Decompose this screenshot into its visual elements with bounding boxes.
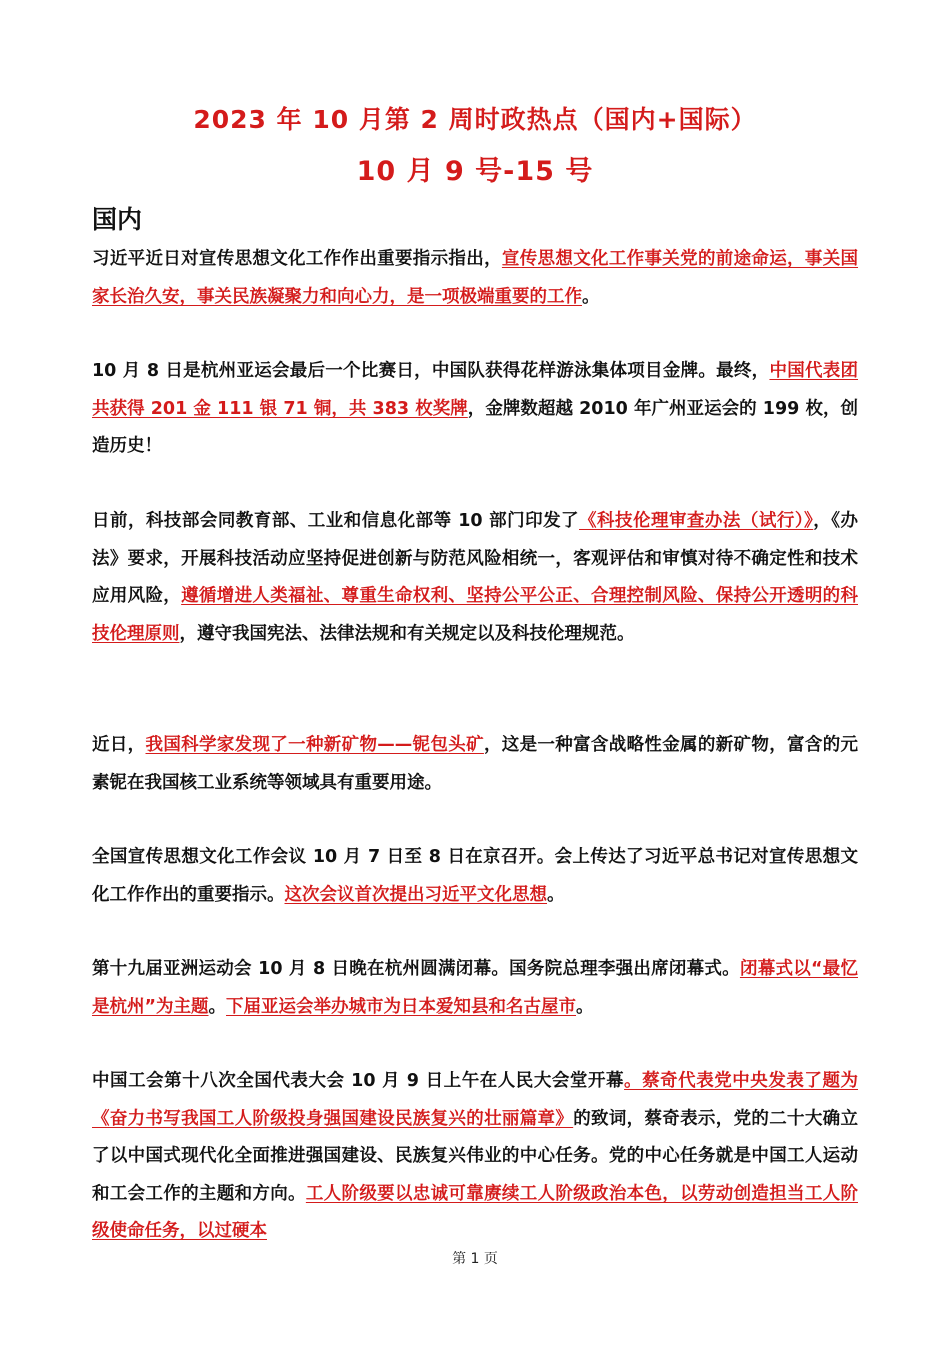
- body-text: ，《办法》要求，开展科技活动应坚持促进创新与防范风险相统一，客观评估和审慎对待不确定性和技术应用风险，: [92, 511, 859, 606]
- paragraph-culture-conference: [92, 839, 858, 914]
- body-text: 的致词，蔡奇表示，党的二十大确立了以中国式现代化全面推进强国建设、民族复兴伟业的中心任务。党的中心任务就是中国工人运动和工会工作的主题和方向。: [92, 1108, 859, 1204]
- body-text: 。: [582, 286, 600, 307]
- body-text: 10 月 8 日是杭州亚运会最后一个比赛日，中国队获得花样游泳集体项目金牌。最终，: [92, 361, 770, 381]
- title-line-1: 2023 年 10 月第 2 周时政热点（国内+国际）: [193, 105, 757, 134]
- highlighted-text: 《科技伦理审查办法（试行）》: [579, 511, 814, 531]
- paragraph-asian-games-medals: [92, 353, 858, 466]
- body-text: ，金牌数超越 2010 年广州亚运会的 199 枚，创造历史！: [92, 398, 859, 456]
- page-number: 第 1 页: [452, 1251, 498, 1267]
- paragraph-culture-instruction: [92, 241, 858, 316]
- highlighted-text: 工人阶级要以忠诚可靠赓续工人阶级政治本色，以劳动创造担当工人阶级使命任务，以过硬本: [92, 1183, 858, 1241]
- highlighted-text: 。蔡奇代表党中央发表了题为《奋力书写我国工人阶级投身强国建设民族复兴的壮丽篇章》: [92, 1071, 859, 1129]
- highlighted-text: 我国科学家发现了一种新矿物——铌包头矿: [145, 735, 484, 755]
- paragraph-tech-ethics: [92, 503, 858, 653]
- highlighted-text: 中国代表团共获得 201 金 111 银 71 铜，共 383 枚奖牌: [92, 361, 859, 419]
- body-text: 习近平近日对宣传思想文化工作作出重要指示指出，: [92, 249, 502, 269]
- highlighted-text: 下届亚运会举办城市为日本爱知县和名古屋市: [226, 996, 577, 1017]
- paragraph-new-mineral: [92, 727, 858, 802]
- body-text: ，遵守我国宪法、法律法规和有关规定以及科技伦理规范。: [179, 623, 635, 644]
- highlighted-text: 闭幕式以“最忆是杭州”为主题: [92, 959, 858, 1017]
- highlighted-text: 遵循增进人类福祉、尊重生命权利、坚持公平公正、合理控制风险、保持公开透明的科技伦理原则: [92, 586, 858, 644]
- body-text: 近日，: [92, 735, 146, 755]
- section-heading-domestic: 国内: [92, 205, 143, 234]
- body-text: 全国宣传思想文化工作会议 10 月 7 日至 8 日在京召开。会上传达了习近平总书记对宣传思想文化工作作出的重要指示。: [92, 847, 858, 905]
- body-text: 中国工会第十八次全国代表大会 10 月 9 日上午在人民大会堂开幕: [92, 1071, 625, 1091]
- body-text: ，这是一种富含战略性金属的新矿物，富含的元素铌在我国核工业系统等领域具有重要用途。: [92, 735, 859, 793]
- body-text: 。: [547, 884, 565, 905]
- body-text: 日前，科技部会同教育部、工业和信息化部等 10 部门印发了: [92, 511, 580, 531]
- paragraph-trade-union-congress: [92, 1063, 858, 1251]
- body-text: 第十九届亚洲运动会 10 月 8 日晚在杭州圆满闭幕。国务院总理李强出席闭幕式。: [92, 959, 740, 979]
- body-text: 。: [208, 996, 227, 1017]
- paragraph-asian-games-closing: [92, 951, 858, 1026]
- body-text: 。: [576, 996, 594, 1017]
- highlighted-text: 这次会议首次提出习近平文化思想: [284, 884, 547, 905]
- title-line-2: 10 月 9 号-15 号: [356, 156, 594, 187]
- highlighted-text: 宣传思想文化工作事关党的前途命运，事关国家长治久安，事关民族凝聚力和向心力，是一项极端重要的工作: [92, 249, 859, 307]
